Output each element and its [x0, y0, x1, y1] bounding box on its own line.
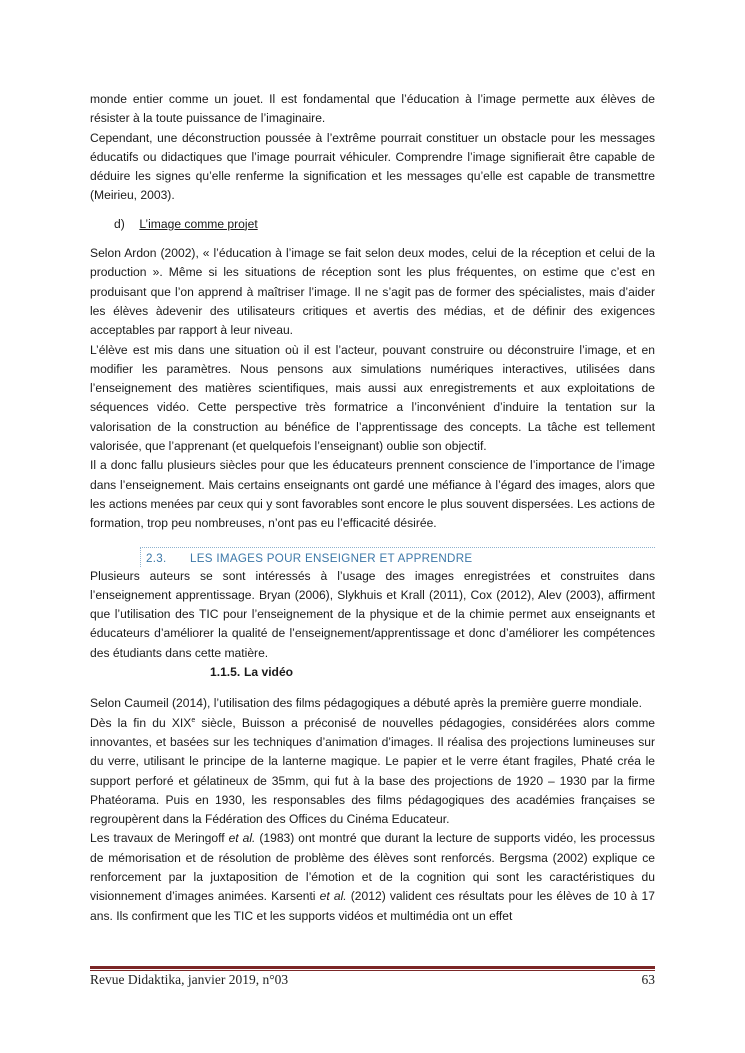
italic-text: et al.	[228, 831, 256, 846]
subsection-number: 1.1.5.	[210, 665, 241, 680]
paragraph: Selon Ardon (2002), « l’éducation à l’image se fait selon deux modes, celui de la réception et celui de la production ». Même si les situations de réception sont les plus fréquentes, on estime que c’est en produisant que l’on apprend à maîtriser l’image. Il ne s’agit pas de former des spécialistes, mais d’aider les élèves àdevenir des utilisateurs critiques et avertis des médias, et de définir des exigences acceptables par rapport à leur niveau.	[90, 246, 655, 338]
footer-journal: Revue Didaktika, janvier 2019, n°03	[90, 972, 289, 987]
section-number: 2.3.	[146, 551, 167, 565]
text-run: Les travaux de Meringoff	[90, 831, 229, 846]
text-run: (1983) ont montré que durant la lecture de supports vidéo, les processus de mémorisation et de résolution de problème des élèves sont renforcés. Bergsma (2002) explique ce renforcement par la juxtaposition de l’émotion et de la cognition qui sont les caractéristiques du visionnement d’images animées. Karsenti	[90, 831, 655, 904]
subsection-title: La vidéo	[244, 665, 294, 680]
paragraph: monde entier comme un jouet. Il est fondamental que l’éducation à l’image permette aux élèves de résister à la toute puissance de l’imaginaire.	[90, 92, 655, 126]
section-title: LES IMAGES POUR ENSEIGNER ET APPRENDRE	[190, 551, 473, 565]
paragraph: L’élève est mis dans une situation où il est l’acteur, pouvant construire ou déconstruire l’image, et en modifier les paramètres. Nous pensons aux simulations numériques interactives, utilisées dans l’enseignement des matières scientifiques, mais aussi aux enregistrements et aux exploitations de séquences vidéo. Cette perspective très formatrice a l’inconvénient d’induire la tentation sur la valorisation de la construction au bénéfice de l’apprentissage des concepts. La tâche est tellement valorisée, que l’apprenant (et quelquefois l’enseignant) oublie son objectif.	[90, 342, 655, 454]
paragraph: Il a donc fallu plusieurs siècles pour que les éducateurs prennent conscience de l’importance de l’image dans l’enseignement. Mais certains enseignants ont gardé une méfiance à l’égard des images, alors que les actions menées par ceux qui y sont favorables sont encore le plus souvent dispersées. Les actions de formation, trop peu nombreuses, n’ont pas eu l’efficacité désirée.	[90, 458, 655, 531]
footer-rule-thin	[90, 970, 655, 971]
text-run: siècle, Buisson a préconisé de nouvelles pédagogies, considérées alors comme innovantes, et basées sur les techniques d’animation d’images. Il réalisa des projections lumineuses sur du verre, utilisant le principe de la lanterne magique. Le papier et le verre étant fragiles, Phaté créa le support perforé et gélatineux de 35mm, qui fut à la base des projections de 1920 – 1930 par la firme Phatéorama. Puis en 1930, les responsables des films pédagogiques des académies françaises se regroupèrent dans la Fédération des Offices du Cinéma Educateur.	[90, 715, 655, 827]
text-run: (2012) valident ces résultats pour les élèves de 10 à 17 ans. Ils confirment que les TIC et les supports vidéos et multimédia ont un effet	[90, 889, 655, 923]
paragraph: Cependant, une déconstruction poussée à l’extrême pourrait constituer un obstacle pour les messages éducatifs ou didactiques que l’image pourrait véhiculer. Comprendre l’image signifierait être capable de déduire les signes qu’elle renferme la signification et les messages qu’elle est capable de transmettre (Meirieu, 2003).	[90, 130, 655, 203]
section-heading	[140, 547, 655, 567]
footer-rule	[90, 966, 655, 969]
footer-page-number: 63	[641, 972, 655, 987]
paragraph: Plusieurs auteurs se sont intéressés à l’usage des images enregistrées et construites dans l’enseignement apprentissage. Bryan (2006), Slykhuis et Krall (2011), Cox (2012), Alev (2003), affirment que l’utilisation des TIC pour l’enseignement de la physique et de la chimie permet aux enseignants et éducateurs d’améliorer la qualité de l’enseignement/apprentissage et donc d’améliorer les compétences des étudiants dans cette matière.	[90, 568, 655, 660]
paragraph	[90, 714, 655, 830]
paragraph: Selon Caumeil (2014), l’utilisation des films pédagogiques a débuté après la première guerre mondiale.	[90, 696, 642, 711]
superscript: e	[191, 716, 196, 724]
subsection-heading-video	[210, 663, 655, 682]
subsection-title: L’image comme projet	[139, 216, 258, 231]
text-run: Dès la fin du XIX	[90, 715, 192, 730]
subsection-heading	[114, 215, 655, 234]
paragraph	[90, 829, 655, 925]
subsection-letter: d)	[114, 216, 125, 231]
page-body	[90, 90, 655, 926]
italic-text: et al.	[319, 889, 347, 904]
